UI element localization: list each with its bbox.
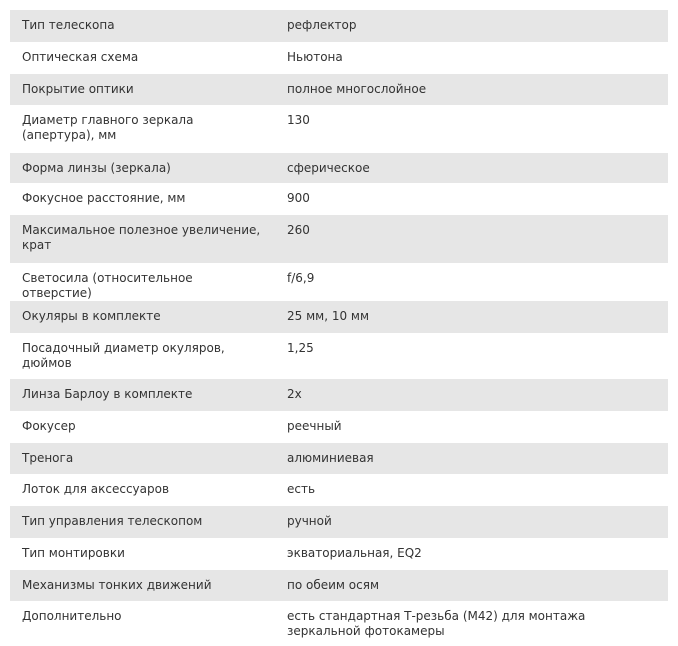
spec-value: по обеим осям	[275, 570, 668, 601]
spec-row-eyepiece-diameter	[10, 333, 668, 379]
spec-value: 2x	[275, 379, 668, 411]
spec-row-accessory-tray	[10, 474, 668, 506]
spec-row-optics-coating	[10, 74, 668, 105]
spec-name: Фокусное расстояние, мм	[10, 183, 275, 215]
spec-value: реечный	[275, 411, 668, 443]
spec-row-additional	[10, 601, 668, 646]
specs-table	[10, 10, 668, 646]
spec-value: ручной	[275, 506, 668, 538]
spec-value: f/6,9	[275, 263, 668, 301]
spec-name: Максимальное полезное увеличение, крат	[10, 215, 275, 263]
spec-row-focal-ratio	[10, 263, 668, 301]
spec-value: 900	[275, 183, 668, 215]
spec-value: 1,25	[275, 333, 668, 379]
spec-value: экваториальная, EQ2	[275, 538, 668, 570]
spec-row-tripod	[10, 443, 668, 474]
spec-name: Окуляры в комплекте	[10, 301, 275, 333]
spec-row-mirror-shape	[10, 153, 668, 183]
spec-row-barlow-lens	[10, 379, 668, 411]
spec-row-aperture	[10, 105, 668, 153]
spec-name: Тип монтировки	[10, 538, 275, 570]
spec-value: есть стандартная Т-резьба (М42) для монтажа зеркальной фотокамеры	[275, 601, 668, 646]
spec-name: Механизмы тонких движений	[10, 570, 275, 601]
spec-value: рефлектор	[275, 10, 668, 42]
spec-value: полное многослойное	[275, 74, 668, 105]
spec-value: 25 мм, 10 мм	[275, 301, 668, 333]
spec-name: Тип управления телескопом	[10, 506, 275, 538]
spec-value: 130	[275, 105, 668, 153]
spec-row-mount-type	[10, 538, 668, 570]
spec-row-max-magnification	[10, 215, 668, 263]
spec-name: Фокусер	[10, 411, 275, 443]
spec-row-control-type	[10, 506, 668, 538]
spec-value: сферическое	[275, 153, 668, 183]
specs-table-body	[10, 10, 668, 646]
spec-name: Форма линзы (зеркала)	[10, 153, 275, 183]
spec-row-optical-scheme	[10, 42, 668, 74]
spec-value: Ньютона	[275, 42, 668, 74]
spec-name: Линза Барлоу в комплекте	[10, 379, 275, 411]
spec-row-focal-length	[10, 183, 668, 215]
spec-name: Дополнительно	[10, 601, 275, 646]
spec-value: алюминиевая	[275, 443, 668, 474]
spec-name: Тренога	[10, 443, 275, 474]
spec-name: Диаметр главного зеркала (апертура), мм	[10, 105, 275, 153]
spec-name: Светосила (относительное отверстие)	[10, 263, 275, 301]
spec-name: Оптическая схема	[10, 42, 275, 74]
spec-row-focuser	[10, 411, 668, 443]
spec-name: Лоток для аксессуаров	[10, 474, 275, 506]
spec-value: есть	[275, 474, 668, 506]
spec-name: Тип телескопа	[10, 10, 275, 42]
spec-value: 260	[275, 215, 668, 263]
spec-row-slow-motion	[10, 570, 668, 601]
spec-name: Покрытие оптики	[10, 74, 275, 105]
spec-row-telescope-type	[10, 10, 668, 42]
spec-row-eyepieces	[10, 301, 668, 333]
spec-name: Посадочный диаметр окуляров, дюймов	[10, 333, 275, 379]
